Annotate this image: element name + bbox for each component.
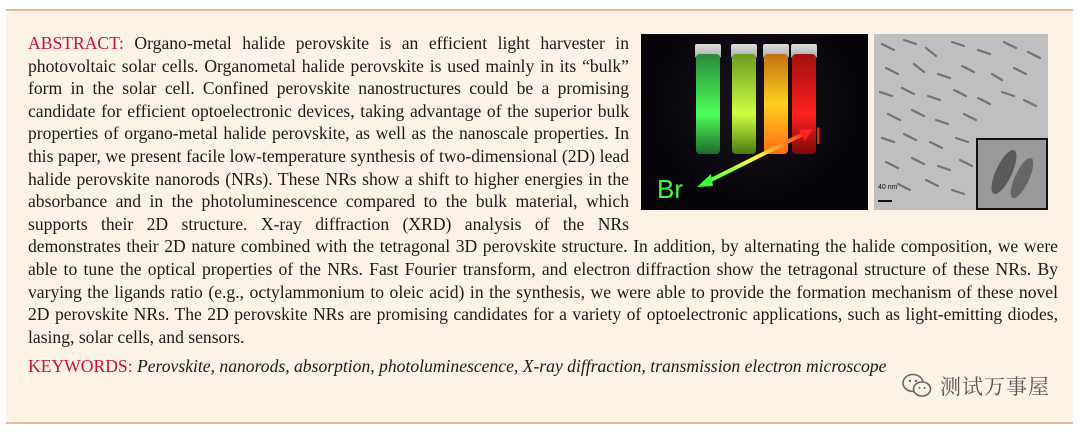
abstract-body: Organo-metal halide perovskite is an efficient light harvester in photovoltaic solar cells. Organometal halide perovskite is used mainly in its “bulk” form in the solar cell. Confined perovskite nanostructures could be a promising candidate for efficient optoelectronic devices, taking advantage of the superior bulk properties of organo-metal halide perovskite, as well as the nanoscale properties. In this paper, we present facile low-temperature synthesis of two-dimensional (2D) lead halide perovskite nanorods (NRs). These NRs show a shift to higher energies in the absorbance and in the photoluminescence compared to the bulk material, which supports their 2D structure. X-ray diffraction (XRD) analysis of the NRs demonstrates their 2D nature combined with the tetragonal 3D perovskite structure. In addition, by alternating the halide composition, we were able to tune the optical properties of the NRs. Fast Fourier transform, and electron diffraction show the tetragonal structure of these NRs. By varying the ligands ratio (e.g., octylammonium to oleic acid) in the synthesis, we were able to provide the formation mechanism of these novel 2D perovskite NRs. The 2D perovskite NRs are promising candidates for a variety of optoelectronic applications, such as light-emitting diodes, lasing, solar cells, and sensors. xyxy=(28,33,1058,347)
graphical-abstract xyxy=(641,34,1058,210)
abstract-label: ABSTRACT: xyxy=(28,33,124,53)
watermark-text: 测试万事屋 xyxy=(940,375,1050,399)
abstract-text-area xyxy=(28,32,1058,378)
keywords-list: Perovskite, nanorods, absorption, photoluminescence, X-ray diffraction, transmission electron microscope xyxy=(137,356,887,377)
vials-photo xyxy=(641,34,868,210)
inset-nanorods xyxy=(978,140,1046,208)
halide-arrow xyxy=(641,34,868,210)
watermark xyxy=(902,371,1050,401)
abstract-box xyxy=(6,9,1073,424)
keywords-label: KEYWORDS: xyxy=(28,356,133,377)
tem-inset xyxy=(976,138,1048,210)
tem-micrograph xyxy=(874,34,1048,210)
i-label: I xyxy=(815,123,822,150)
scale-bar: 40 nm xyxy=(878,177,897,202)
wechat-icon xyxy=(902,373,932,399)
br-label: Br xyxy=(657,174,683,204)
